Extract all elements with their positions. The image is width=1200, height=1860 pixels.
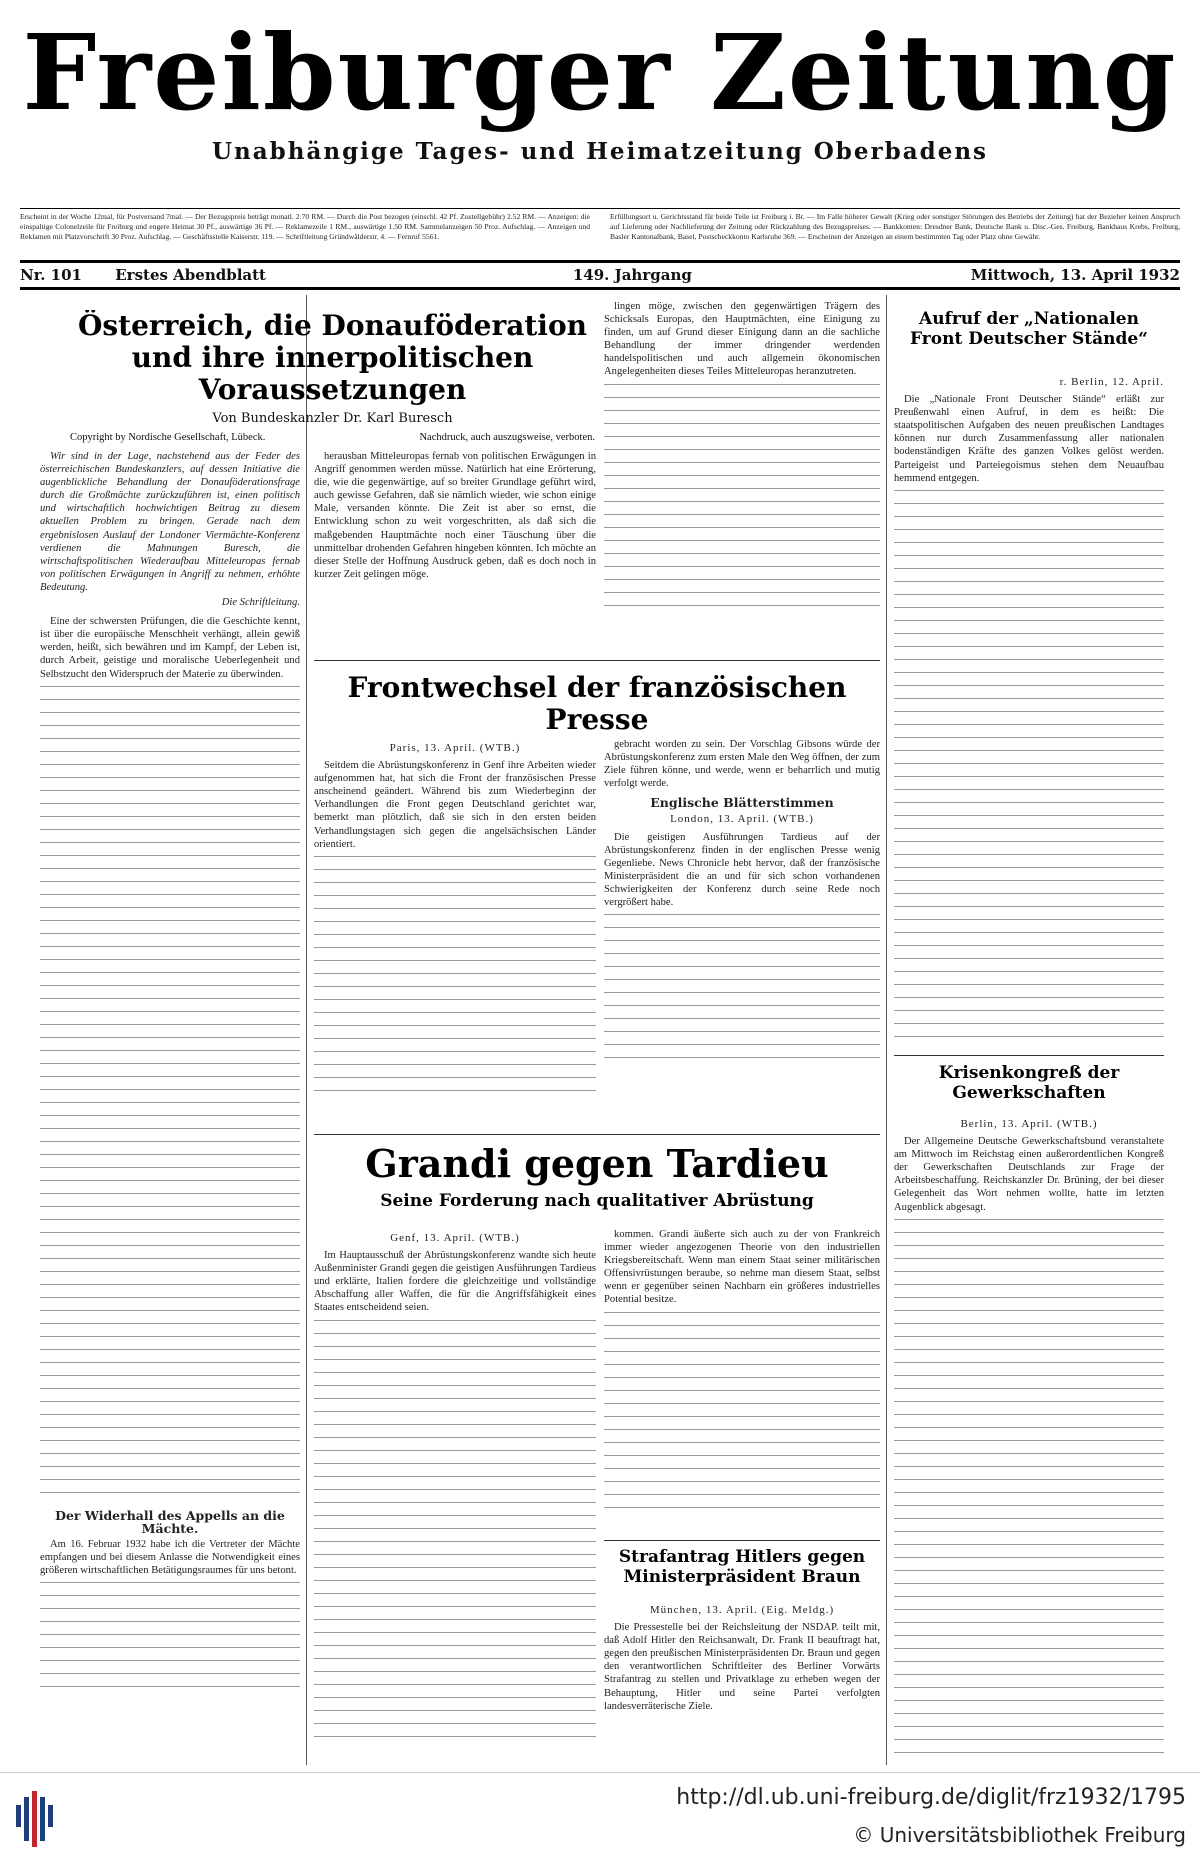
article-5-headline: Aufruf der „Nationalen Front Deutscher Stände“ — [910, 310, 1148, 349]
article-1-column-1 — [40, 450, 300, 1765]
article-6-dateline: Berlin, 13. April. (WTB.) — [960, 1118, 1098, 1130]
article-1-headline: Österreich, die Donauföderation und ihre innerpolitischen Voraussetzungen — [78, 310, 587, 407]
article-1-header — [70, 310, 595, 445]
issue-left — [20, 266, 294, 284]
article-rule — [314, 660, 880, 661]
article-1-column-3 — [604, 300, 880, 650]
article-rule — [604, 1540, 880, 1541]
library-footer — [0, 1772, 1200, 1860]
article-3-headline: Grandi gegen Tardieu — [365, 1142, 829, 1186]
article-2-headline: Frontwechsel der französischen Presse — [347, 672, 847, 732]
article-1-byline: Von Bundeskanzler Dr. Karl Buresch — [212, 410, 453, 426]
article-1-section-head: Der Widerhall des Appells an die Mächte. — [55, 1507, 285, 1536]
article-6-headline: Krisenkongreß der Gewerkschaften — [938, 1064, 1120, 1103]
article-1-reprint: Nachdruck, auch auszugsweise, verboten. — [419, 431, 595, 443]
masthead-title: Freiburger Zeitung — [22, 11, 1178, 134]
article-1-body-intro: Eine der schwersten Prüfungen, die die Geschichte kennt, ist über die europäische Menschheit verhängt, allein gewiß werden, heißt, sich bewähren und im Kampf, der Leben ist, durch Arbeit, geistige und moralische Ueberlegenheit und Selbstzucht den Widerspruch der Materie zu überwinden. — [40, 616, 300, 680]
article-1-copyright: Copyright by Nordische Gesellschaft, Lübeck. — [70, 431, 266, 443]
article-2-column-2 — [604, 738, 880, 1128]
article-3-text: Im Hauptausschuß der Abrüstungskonferenz wandte sich heute Außenminister Grandi gegen die geistigen Ausführungen Tardieus und erklärte, Italien fordere die gleichzeitige und vollständige Abschaffung aller Waffen, die für die Angriffsfähigkeit eines Staates entscheidend seien. — [314, 1250, 596, 1314]
article-4-dateline: München, 13. April. (Eig. Meldg.) — [649, 1604, 835, 1616]
article-3-header — [314, 1142, 880, 1222]
article-1-section-text: Am 16. Februar 1932 habe ich die Vertreter der Mächte empfangen und bei diesem Anlasse die Notwendigkeit eines größeren wirtschaftlichen Betätigungsraumes für uns betont. — [40, 1538, 300, 1576]
article-2-sub-head: Englische Blätterstimmen — [650, 795, 834, 811]
article-6-body — [894, 1114, 1164, 1765]
body-text-lines — [40, 683, 300, 1503]
article-3-dateline: Genf, 13. April. (WTB.) — [390, 1232, 520, 1244]
column-rule — [886, 295, 887, 1765]
article-3-text-2: kommen. Grandi äußerte sich auch zu der von Frankreich immer wieder angezogenen Theorie von den industriellen Kriegsbereitschaft. Wenn man einem Staat seiner militärischen Offensivrüstungen beraube, so nehme man diesem Staat, selbst wenn er gegenüber seinen Nachbarn ein größeres industrielles Potential besitze. — [604, 1229, 880, 1306]
body-text-lines — [314, 1317, 596, 1737]
issue-number: Nr. 101 — [20, 266, 82, 284]
body-text-lines — [894, 487, 1164, 1047]
article-rule — [314, 1134, 880, 1135]
article-1-copyright-row — [70, 432, 595, 443]
masthead — [20, 11, 1180, 165]
column-rule — [306, 295, 307, 1765]
article-5-dateline: r. Berlin, 12. April. — [1059, 376, 1164, 388]
article-4-header — [604, 1548, 880, 1608]
body-text-lines — [40, 1579, 300, 1699]
body-text-lines — [604, 1309, 880, 1509]
body-text-lines — [894, 1216, 1164, 1756]
library-logo-icon — [14, 1791, 54, 1851]
article-4-text: Die Pressestelle bei der Reichsleitung der NSDAP. teilt mit, daß Adolf Hitler den Reichsanwalt, Dr. Frank II beauftragt hat, gegen den preußischen Ministerpräsidenten Dr. Braun und gegen den verantwortlichen Schriftleiter des Berliner Vorwärts Strafantrag zu stellen und Privatklage zu erheben wegen der Behauptung, Hitler und seine Partei verfolgten landesverräterische Ziele. — [604, 1622, 880, 1712]
article-2-column-1 — [314, 738, 596, 1128]
publisher-info-right: Erfüllungsort u. Gerichtsstand für beide Teile ist Freiburg i. Br. — Im Falle höherer Gewalt (Krieg oder sonstiger Störungen des Betriebs der Zeitung) hat der Bezieher keinen Anspruch auf Lieferung oder Nachlieferung der Zeitung oder Rückzahlung des Bezugspreises. — Bankkonten: Dresdner Bank, Deutsche Bank u. Disc.-Ges. Freiburg, Bankhaus Krebs, Freiburg, Basler Kantonalbank, Basel, Postscheckkonto Karlsruhe 369. — Erscheinen der Anzeigen an einem bestimmten Tag oder Platz ohne Gewähr. — [610, 212, 1180, 241]
publisher-info-strip — [20, 208, 1180, 256]
article-2-text-2: gebracht worden zu sein. Der Vorschlag Gibsons würde der Abrüstungskonferenz zum ersten Male den Weg öffnen, der zum Ziele führen könne, und werde, wenn er beharrlich und mutig verfolgt werde. — [604, 739, 880, 790]
article-6-text: Der Allgemeine Deutsche Gewerkschaftsbund veranstaltete am Mittwoch im Reichstag einen außerordentlichen Kongreß der Gewerkschaften Deutschlands zur Frage der Arbeitsbeschaffung. Reichskanzler Dr. Brüning, der bei dieser Gelegenheit das Wort nehmen wollte, hatte im letzten Augenblick abgesagt. — [894, 1136, 1164, 1213]
article-4-body — [604, 1600, 880, 1765]
article-1-mid-text: herausban Mitteleuropas fernab von politischen Erwägungen in Angriff genommen werden müsse. Natürlich hat eine Erörterung, die, wie die gegenwärtige, auf so breiter Grundlage geführt wird, auch gewisse Gefahren, daß sie nämlich wieder, wie schon einige Male, versanden könnte. Die Zeit ist aber so ernst, die Entwicklung schon zu weit vorgeschritten, als daß sich die maßgebenden Hauptmächte noch einer Täuschung über die unmittelbar drohenden Gefahren hingeben könnten. Ich möchte an dieser Stelle der Hoffnung Ausdruck geben, daß es doch noch in kurzer Zeit gelingen möge. — [314, 451, 596, 580]
article-1-signoff: Die Schriftleitung. — [221, 597, 300, 609]
article-2-sub-dateline: London, 13. April. (WTB.) — [670, 813, 814, 826]
issue-date: Mittwoch, 13. April 1932 — [970, 266, 1180, 284]
library-copyright: © Universitätsbibliothek Freiburg — [853, 1823, 1186, 1847]
article-3-column-1 — [314, 1228, 596, 1765]
article-2-sub-text: Die geistigen Ausführungen Tardieus auf der Abrüstungskonferenz finden in der englischen Presse wenig Gegenliebe. News Chronicle hebt hervor, daß der französische Ministerpräsident die an und für sich schon vorhandenen Schwierigkeiten der Konferenz durch seine Rede noch vergrößert habe. — [604, 831, 880, 909]
publisher-info-left: Erscheint in der Woche 12mal, für Postversand 7mal. — Der Bezugspreis beträgt monatl. 2.70 RM. — Durch die Post bezogen (einschl. 42 Pf. Zustellgebühr) 2.52 RM. — Anzeigen: die einspaltige Colonelzeile für Freiburg und engere Heimat 30 Pf., auswärtige 36 Pf. — Reklamezeile 1 RM., auswärtige 1.50 RM. Sammelanzeigen 50 Proz. Aufschlag. — Anzeigen und Reklamen mit Platzvorschrift 30 Proz. Aufschlag. — Geschäftsstelle Kaiserstr. 119. — Schriftleitung Gründwälderstr. 4. — Fernruf 5561. — [20, 212, 590, 241]
article-5-body — [894, 372, 1164, 1052]
permalink-url[interactable]: http://dl.ub.uni-freiburg.de/diglit/frz1932/1795 — [676, 1785, 1186, 1810]
issue-volume: 149. Jahrgang — [572, 266, 692, 284]
masthead-subtitle: Unabhängige Tages- und Heimatzeitung Oberbadens — [211, 138, 988, 165]
article-1-column-2 — [314, 450, 596, 650]
article-4-headline: Strafantrag Hitlers gegen Ministerpräsident Braun — [618, 1548, 866, 1587]
article-5-header — [894, 310, 1164, 370]
article-6-header — [894, 1064, 1164, 1114]
article-2-dateline: Paris, 13. April. (WTB.) — [389, 742, 521, 754]
body-text-lines — [604, 911, 880, 1061]
article-1-lead: Wir sind in der Lage, nachstehend aus der Feder des österreichischen Bundeskanzlers, auf dessen Initiative die augenblickliche Behandlung der Donauföderationsfrage durch die Großmächte zurückzuführen ist, einen politisch und wirtschaftlich hochwichtigen Beitrag zu diesem aktuellen Problem zu bringen. Gerade nach dem ergebnislosen Auslauf der Londoner Viermächte-Konferenz verdienen die Mahnungen Buresch, die wirtschaftspolitischen Wiederaufbau Mitteleuropas fernab von politischen Erwägungen in Angriff zu nehmen, erhöhte Bedeutung. — [40, 451, 300, 593]
issue-bar — [20, 260, 1180, 290]
article-rule — [894, 1055, 1164, 1056]
body-text-lines — [314, 853, 596, 1103]
article-5-text: Die „Nationale Front Deutscher Stände“ erläßt zur Preußenwahl einen Aufruf, in dem es heißt: Die staatspolitischen Aufgaben des neuen preußischen Landtages können nur durch Zusammenfassung aller nationalen bodenständigen Kräfte des ganzen Volkes gelöst werden. Parteigeist und Parteiegoismus stehen dem Neuaufbau hemmend entgegen. — [894, 394, 1164, 484]
article-3-column-2 — [604, 1228, 880, 1528]
body-text-lines — [604, 381, 880, 611]
article-2-text: Seitdem die Abrüstungskonferenz in Genf ihre Arbeiten wieder aufgenommen hat, hat sich die Front der französischen Presse anscheinend geändert. Während bis zum Wiederbeginn der Verhandlungen die Front gegen Deutschland gerichtet war, bemerkt man plötzlich, daß sie sich in den ersten beiden Verhandlungstagen sich gegen die angelsächsischen Länder orientiert. — [314, 760, 596, 850]
article-2-header — [314, 672, 880, 732]
issue-edition: Erstes Abendblatt — [115, 266, 266, 284]
article-3-subheadline: Seine Forderung nach qualitativer Abrüstung — [380, 1190, 814, 1211]
article-1-cont-text: lingen möge, zwischen den gegenwärtigen Trägern des Schicksals Europas, den Hauptmächten, eine Einigung zu finden, um auf Grund dieser Einigung dann an die sachliche Behandlung der immer dringender werdenden handelspolitischen und auch allgemein ökonomischen Angelegenheiten dieses Teiles Mitteleuropas heranzutreten. — [604, 301, 880, 378]
